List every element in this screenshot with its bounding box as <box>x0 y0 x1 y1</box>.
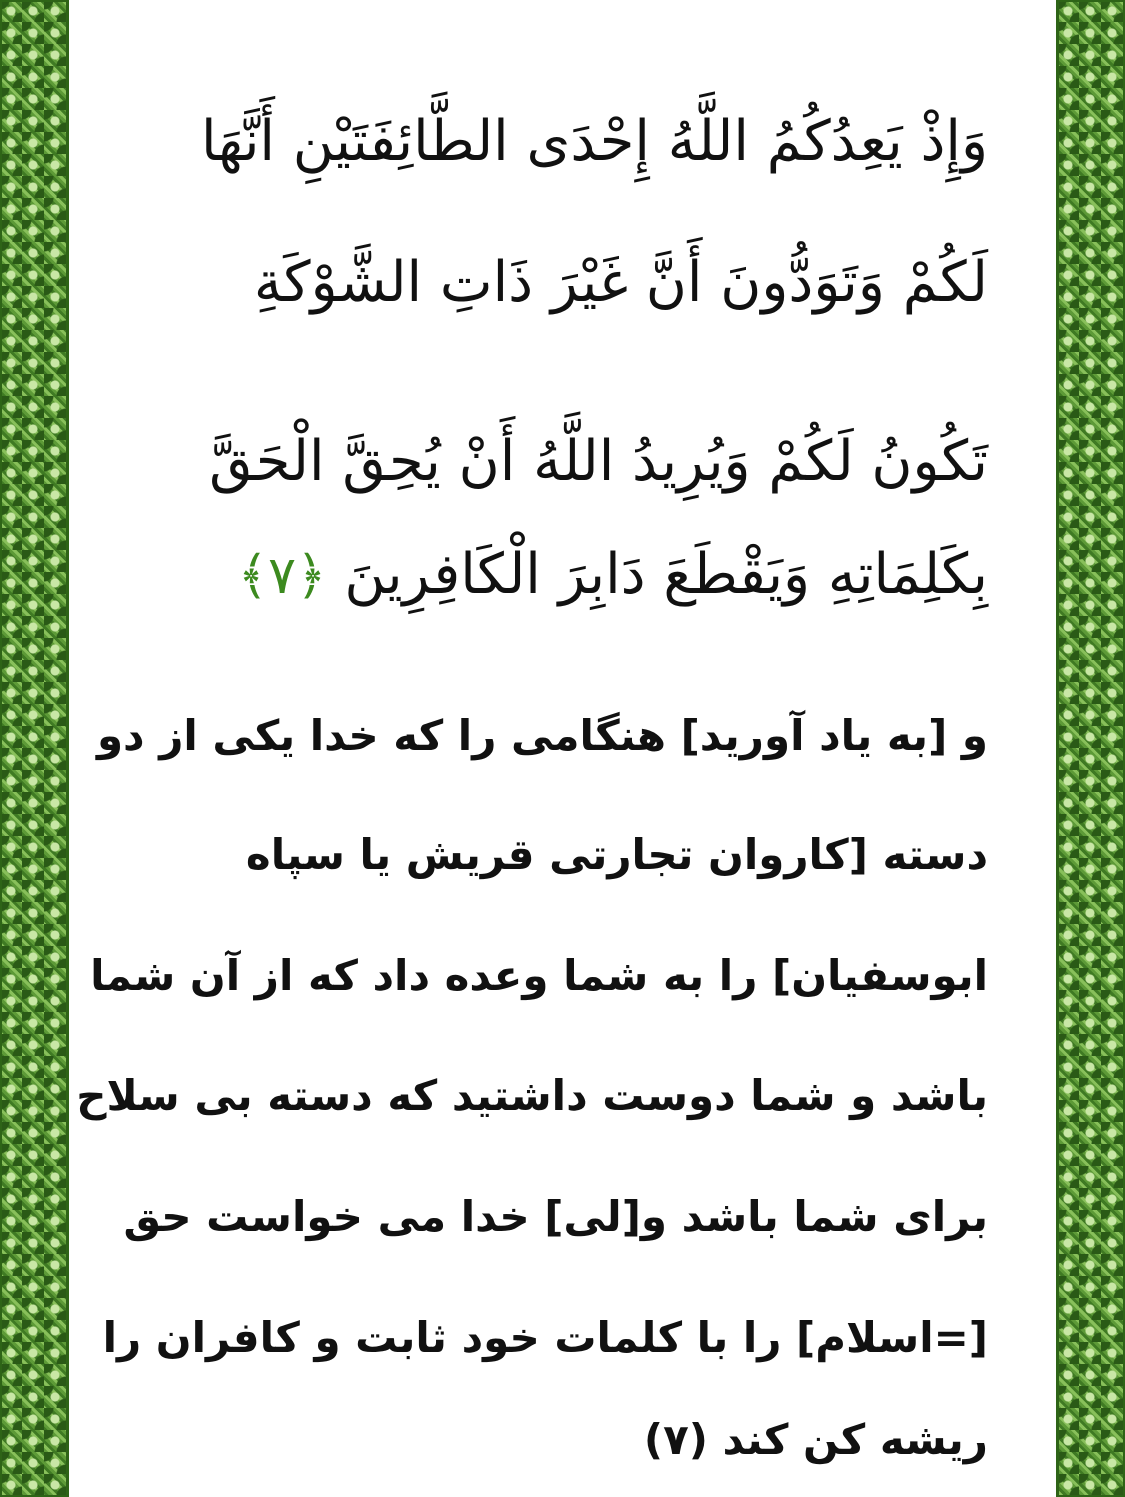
right-floral-border <box>1057 0 1125 1497</box>
persian-line-4: باشد و شما دوست داشتید که دسته بی سلاح <box>76 1071 988 1120</box>
persian-translation <box>76 0 988 1497</box>
arabic-line-4-text: بِكَلِمَاتِهِ وَيَقْطَعَ دَابِرَ الْكَافِرِينَ <box>344 542 988 607</box>
arabic-line-1: وَإِذْ يَعِدُكُمُ اللَّهُ إِحْدَى الطَّائِفَتَيْنِ أَنَّهَا <box>200 109 988 174</box>
verse-number-marker: ﴿٧﴾ <box>237 546 327 606</box>
right-border-line <box>1056 0 1059 1497</box>
left-floral-border <box>0 0 68 1497</box>
persian-line-5: برای شما باشد و[لی] خدا می خواست حق <box>123 1192 988 1241</box>
arabic-line-3-text: تَكُونُ لَكُمْ وَيُرِيدُ اللَّهُ أَنْ يُحِقَّ الْحَقَّ <box>209 429 988 494</box>
persian-line-7: ریشه کن کند (۷) <box>643 1415 988 1464</box>
persian-line-6: [=اسلام] را با کلمات خود ثابت و کافران را <box>102 1313 988 1362</box>
persian-line-2: دسته [کاروان تجارتی قریش یا سپاه <box>245 830 988 879</box>
arabic-line-2: لَكُمْ وَتَوَدُّونَ أَنَّ غَيْرَ ذَاتِ الشَّوْكَةِ <box>253 250 988 315</box>
persian-line-1: و [به یاد آورید] هنگامی را که خدا یکی از دو <box>96 711 988 760</box>
left-border-line <box>66 0 69 1497</box>
persian-line-3: ابوسفیان] را به شما وعده داد که از آن شما <box>90 951 988 1000</box>
